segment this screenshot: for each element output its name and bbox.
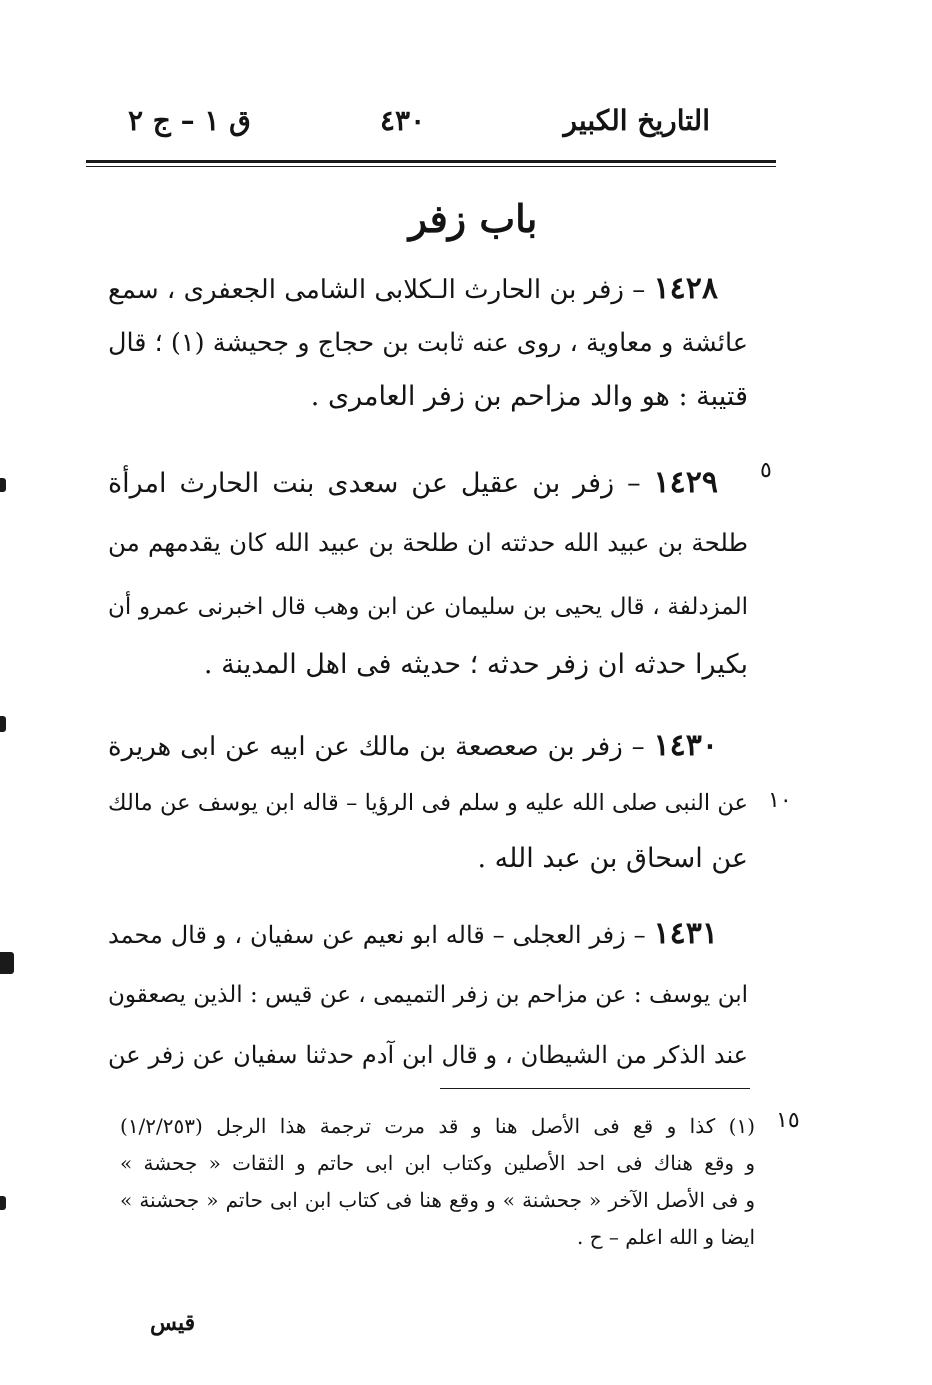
entry-1430 xyxy=(108,718,748,886)
entry-text: – زفر بن صعصعة بن مالك عن ابيه عن ابى هريرة xyxy=(108,732,645,762)
entry-text: – زفر بن عقيل عن سعدى بنت الحارث امرأة xyxy=(108,468,641,499)
entry-line: عند الذكر من الشيطان ، و قال ابن آدم حدثنا سفيان عن زفر عن xyxy=(108,1041,748,1069)
entry-line xyxy=(108,904,748,964)
entry-1429 xyxy=(108,456,748,692)
entry-number: ١٤٢٨ xyxy=(653,271,718,306)
margin-line-number: ٥ xyxy=(760,458,772,483)
chapter-title: باب زفر xyxy=(408,196,538,241)
footnote-line: و فى الأصل الآخر « جحشنة » و وقع هنا فى كتاب ابن ابى حاتم « جحشنة » xyxy=(120,1188,755,1212)
entry-line: عائشة و معاوية ، روى عنه ثابت بن حجاج و جحيشة (١) ؛ قال xyxy=(108,328,748,358)
entry-line xyxy=(108,456,748,510)
entry-line: المزدلفة ، قال يحيى بن سليمان عن ابن وهب قال اخبرنى عمرو أن xyxy=(108,594,748,620)
running-header xyxy=(110,104,710,154)
entry-1431 xyxy=(108,904,748,1084)
entry-line: عن اسحاق بن عبد الله . xyxy=(477,843,748,874)
margin-line-number: ١٠ xyxy=(768,788,792,813)
footnote-separator xyxy=(440,1088,750,1089)
scan-edge-mark xyxy=(0,478,6,492)
entry-line: بكيرا حدثه ان زفر حدثه ؛ حديثه فى اهل المدينة . xyxy=(203,649,748,680)
footnote xyxy=(120,1108,755,1256)
scan-edge-mark xyxy=(0,1196,6,1210)
entry-number: ١٤٣٠ xyxy=(653,728,718,763)
entry-1428 xyxy=(108,262,748,424)
footnote-line: ايضا و الله اعلم – ح . xyxy=(576,1225,755,1249)
entry-text: – زفر العجلى – قاله ابو نعيم عن سفيان ، و قال محمد xyxy=(108,921,646,949)
margin-line-number: ١٥ xyxy=(776,1108,800,1133)
entry-number: ١٤٣١ xyxy=(653,916,718,951)
entry-line xyxy=(108,718,748,774)
entry-line: ابن يوسف : عن مزاحم بن زفر التميمى ، عن قيس : الذين يصعقون xyxy=(108,982,748,1008)
entry-line xyxy=(108,262,748,316)
entry-text: – زفر بن الحارث الـكلابى الشامى الجعفرى ، سمع xyxy=(108,275,646,305)
volume-reference: ق ١ – ج ٢ xyxy=(128,104,251,137)
header-rule-thick xyxy=(86,160,776,163)
catchword: قيس xyxy=(150,1310,196,1336)
scan-edge-mark xyxy=(0,952,14,974)
footnote-line: و وقع هناك فى احد الأصلين وكتاب ابن ابى حاتم و الثقات « جحشة » xyxy=(120,1151,755,1175)
scan-edge-mark xyxy=(0,716,6,732)
footnote-line: (١) كذا و قع فى الأصل هنا و قد مرت ترجمة هذا الرجل (١/٢/٢٥٣) xyxy=(120,1114,755,1138)
page-number: ٤٣٠ xyxy=(380,104,426,137)
entry-line: عن النبى صلى الله عليه و سلم فى الرؤيا – قاله ابن يوسف عن مالك xyxy=(108,790,748,816)
entry-line: قتيبة : هو والد مزاحم بن زفر العامرى . xyxy=(310,381,748,412)
entry-number: ١٤٢٩ xyxy=(653,465,718,500)
entry-line: طلحة بن عبيد الله حدثته ان طلحة بن عبيد الله كان يقدمهم من xyxy=(108,528,748,557)
book-title: التاريخ الكبير xyxy=(563,104,710,137)
header-rule-thin xyxy=(86,166,776,167)
